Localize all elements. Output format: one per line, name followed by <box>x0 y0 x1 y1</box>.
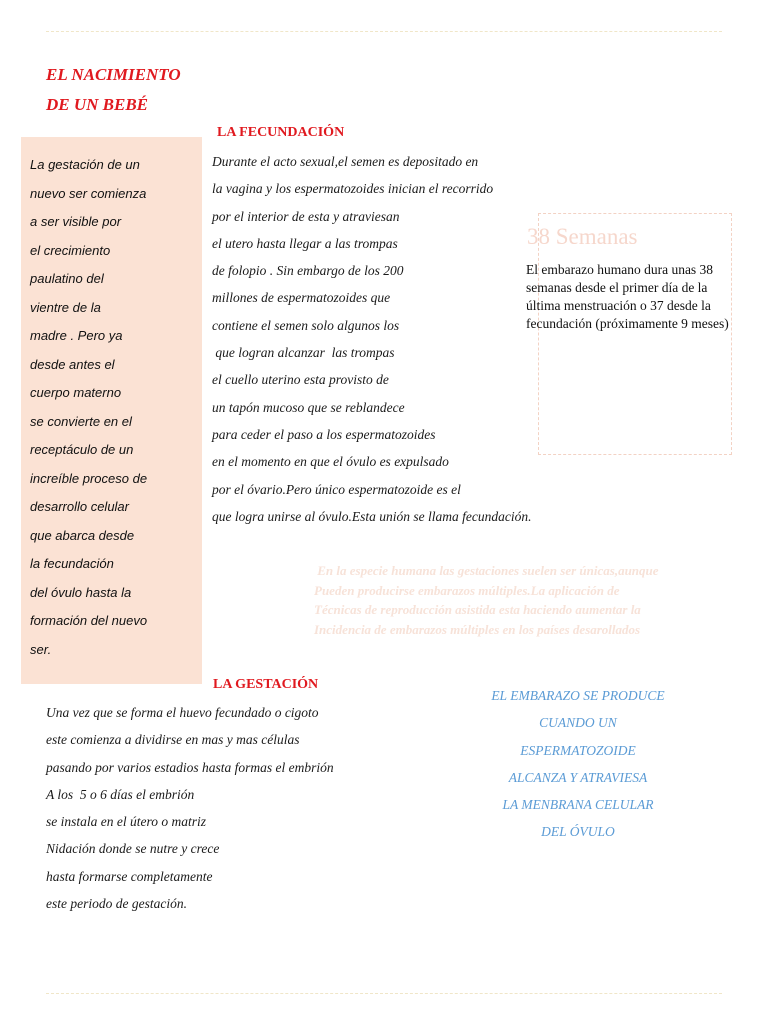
sidebar-line: receptáculo de un <box>30 442 134 457</box>
body-line: pasando por varios estadios hasta formas el embrión <box>46 759 334 775</box>
title-line: DE UN BEBÉ <box>46 95 149 114</box>
body-line: el cuello uterino esta provisto de <box>212 372 389 388</box>
callout-line: ESPERMATOZOIDE <box>520 742 636 758</box>
body-line: por el interior de esta y atraviesan <box>212 208 400 224</box>
sidebar-line: nuevo ser comienza <box>30 185 147 201</box>
callout-line: CUANDO UN <box>539 715 617 731</box>
note-line: Técnicas de reproducción asistida esta haciendo aumentar la <box>314 602 641 617</box>
sidebar-text <box>30 151 147 664</box>
gestacion-heading: LA GESTACIÓN <box>213 677 319 692</box>
body-line: la vagina y los espermatozoides inician el recorrido <box>212 181 494 197</box>
body-line: para ceder el paso a los espermatozoides <box>212 426 436 442</box>
sidebar-line: desarrollo celular <box>30 499 129 514</box>
sidebar-line: formación del nuevo <box>30 613 148 628</box>
callout-line: EL EMBARAZO SE PRODUCE <box>491 688 665 703</box>
body-line: millones de espermatozoides que <box>212 290 391 306</box>
sidebar-line: increíble proceso de <box>30 470 148 486</box>
body-line: se instala en el útero o matriz <box>46 814 206 830</box>
body-line: Durante el acto sexual,el semen es depositado en <box>212 154 479 169</box>
sidebar-line: que abarca desde <box>30 527 135 543</box>
body-line: A los 5 o 6 días el embrión <box>46 786 195 802</box>
weeks-title: 38 Semanas <box>527 224 638 249</box>
title-line: EL NACIMIENTO <box>46 65 181 84</box>
note-line: En la especie humana las gestaciones suelen ser únicas,aunque <box>314 563 659 578</box>
gestacion-body <box>46 699 334 917</box>
body-line: hasta formarse completamente <box>46 868 213 884</box>
sidebar-line: La gestación de un <box>30 157 140 172</box>
body-line: contiene el semen solo algunos los <box>212 317 400 333</box>
note-line: Incidencia de embarazos múltiples en los países desarollados <box>314 621 641 637</box>
body-line: este comienza a dividirse en mas y mas células <box>46 732 300 748</box>
body-line: en el momento en que el óvulo es expulsado <box>212 454 449 470</box>
faded-note <box>314 561 659 639</box>
sidebar-line: la fecundación <box>30 556 114 571</box>
callout-line: ALCANZA Y ATRAVIESA <box>508 769 648 785</box>
embarazo-callout <box>468 682 688 846</box>
body-line: Una vez que se forma el huevo fecundado o cigoto <box>46 705 319 720</box>
body-line: un tapón mucoso que se reblandece <box>212 399 405 415</box>
document-title <box>46 60 181 120</box>
sidebar-line: se convierte en el <box>30 413 132 429</box>
body-line: que logran alcanzar las trompas <box>212 345 395 361</box>
fecundacion-body <box>212 148 531 530</box>
note-line: Pueden producirse embarazos múltiples.La aplicación de <box>314 582 620 598</box>
body-line: Nidación donde se nutre y crece <box>46 841 220 857</box>
body-line: el utero hasta llegar a las trompas <box>212 235 398 251</box>
body-line: que logra unirse al óvulo.Esta unión se llama fecundación. <box>212 508 532 524</box>
sidebar-line: paulatino del <box>30 271 104 286</box>
sidebar-line: el crecimiento <box>30 242 111 258</box>
top-divider <box>46 31 722 32</box>
sidebar-line: a ser visible por <box>30 214 122 229</box>
body-line: este periodo de gestación. <box>46 896 187 912</box>
body-line: de folopio . Sin embargo de los 200 <box>212 263 404 279</box>
sidebar-line: desde antes el <box>30 356 115 372</box>
sidebar-line: del óvulo hasta la <box>30 584 132 600</box>
body-line: por el óvario.Pero único espermatozoide es el <box>212 481 461 497</box>
callout-line: LA MENBRANA CELULAR <box>502 797 654 813</box>
weeks-text: El embarazo humano dura unas 38 semanas desde el primer día de la última menstruación o 37 desde la fecundación (próximamente 9 meses) <box>526 262 729 331</box>
sidebar-line: vientre de la <box>30 299 101 315</box>
fecundacion-heading: LA FECUNDACIÓN <box>217 125 345 140</box>
sidebar-line: madre . Pero ya <box>30 328 123 343</box>
bottom-divider <box>46 993 722 994</box>
callout-line: DEL ÓVULO <box>541 824 615 840</box>
sidebar-line: cuerpo materno <box>30 385 122 400</box>
sidebar-box <box>21 137 202 684</box>
sidebar-line: ser. <box>30 641 52 657</box>
